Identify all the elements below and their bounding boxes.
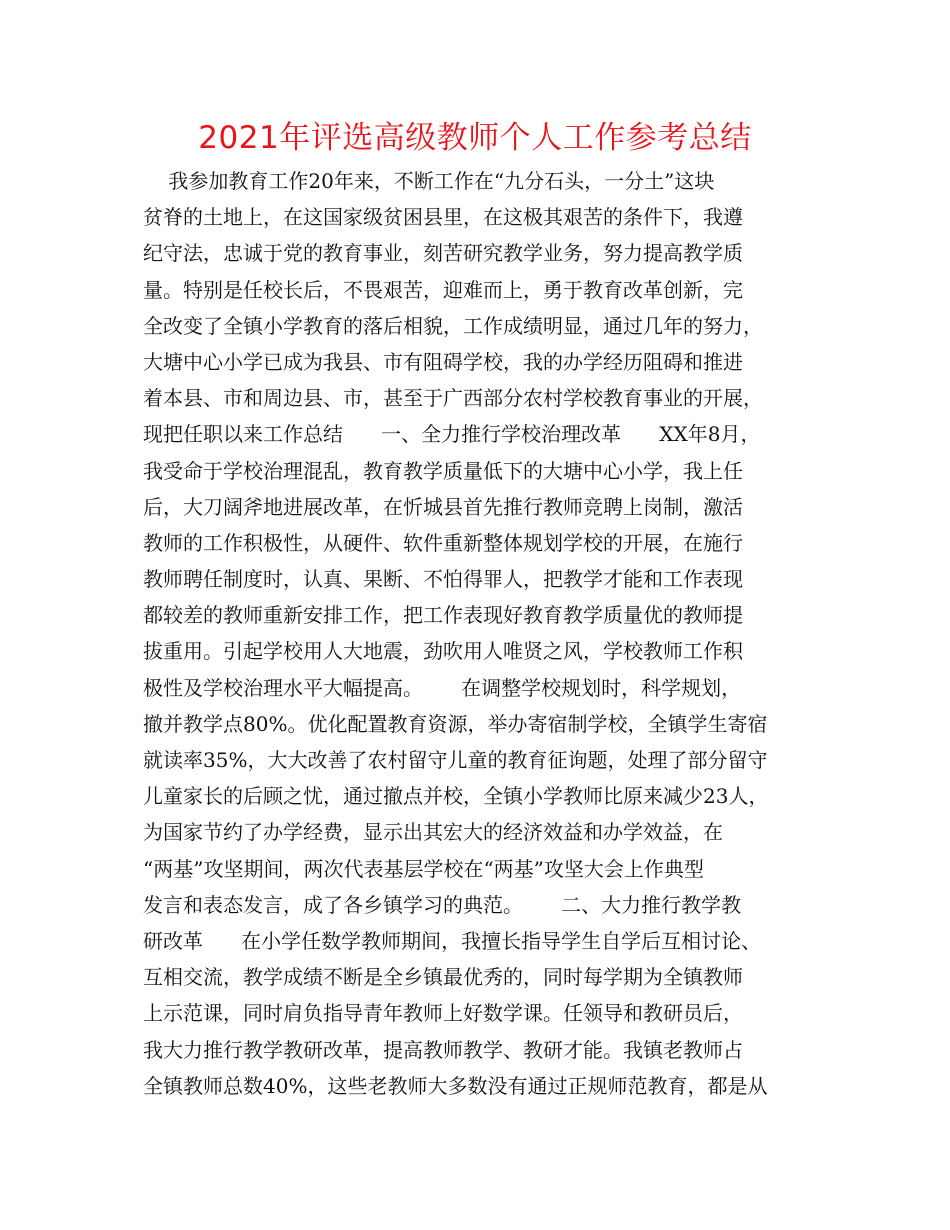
body-line: 互相交流，教学成绩不断是全乡镇最优秀的，同时每学期为全镇教师 [143, 965, 743, 990]
body-line: 全改变了全镇小学教育的落后相貌，工作成绩明显，通过几年的努力， [143, 313, 763, 338]
body-line: 后，大刀阔斧地进展改革，在忻城县首先推行教师竞聘上岗制，激活 [143, 494, 743, 519]
body-line: 为国家节约了办学经费，显示出其宏大的经济效益和办学效益，在 [143, 820, 723, 845]
body-line: 纪守法，忠诚于党的教育事业，刻苦研究教学业务，努力提高教学质 [143, 241, 743, 266]
document-title: 2021年评选高级教师个人工作参考总结 [198, 120, 752, 156]
document-body [143, 163, 823, 1104]
body-line: 拔重用。引起学校用人大地震，劲吹用人唯贤之风，学校教师工作积 [143, 639, 743, 664]
body-line: 现把任职以来工作总结 一、全力推行学校治理改革 XX年8月， [143, 422, 761, 447]
body-line: “两基”攻坚期间，两次代表基层学校在“两基”攻坚大会上作典型 [143, 856, 704, 881]
body-line: 着本县、市和周边县、市，甚至于广西部分农村学校教育事业的开展， [143, 386, 763, 411]
body-line: 研改革 在小学任数学教师期间，我擅长指导学生自学后互相讨论、 [143, 928, 762, 953]
body-line: 极性及学校治理水平大幅提高。 在调整学校规划时，科学规划， [143, 675, 742, 700]
body-line: 大塘中心小学已成为我县、市有阻碍学校，我的办学经历阻碍和推进 [143, 349, 743, 374]
body-line: 都较差的教师重新安排工作，把工作表现好教育教学质量优的教师提 [143, 603, 743, 628]
body-line: 量。特别是任校长后，不畏艰苦，迎难而上，勇于教育改革创新，完 [143, 277, 743, 302]
body-line: 儿童家长的后顾之忧，通过撤点并校，全镇小学教师比原来减少23人， [143, 784, 769, 809]
body-line: 发言和表态发言，成了各乡镇学习的典范。 二、大力推行教学教 [143, 892, 742, 917]
body-line: 上示范课，同时肩负指导青年教师上好数学课。任领导和教研员后， [143, 1001, 743, 1026]
body-line: 撤并教学点80%。优化配置教育资源，举办寄宿制学校，全镇学生寄宿 [143, 711, 768, 736]
body-line: 我参加教育工作20年来，不断工作在“九分石头，一分土”这块 [143, 169, 715, 193]
body-line: 教师的工作积极性，从硬件、软件重新整体规划学校的开展，在施行 [143, 530, 743, 555]
body-line: 全镇教师总数40%，这些老教师大多数没有通过正规师范教育，都是从 [143, 1073, 768, 1098]
body-line: 教师聘任制度时，认真、果断、不怕得罪人，把教学才能和工作表现 [143, 567, 743, 592]
body-line: 我大力推行教学教研改革，提高教师教学、教研才能。我镇老教师占 [143, 1037, 743, 1062]
body-line: 我受命于学校治理混乱，教育教学质量低下的大塘中心小学，我上任 [143, 458, 743, 483]
body-line: 就读率35%，大大改善了农村留守儿童的教育征询题，处理了部分留守 [143, 748, 768, 772]
body-line: 贫脊的土地上，在这国家级贫困县里，在这极其艰苦的条件下，我遵 [143, 205, 743, 230]
